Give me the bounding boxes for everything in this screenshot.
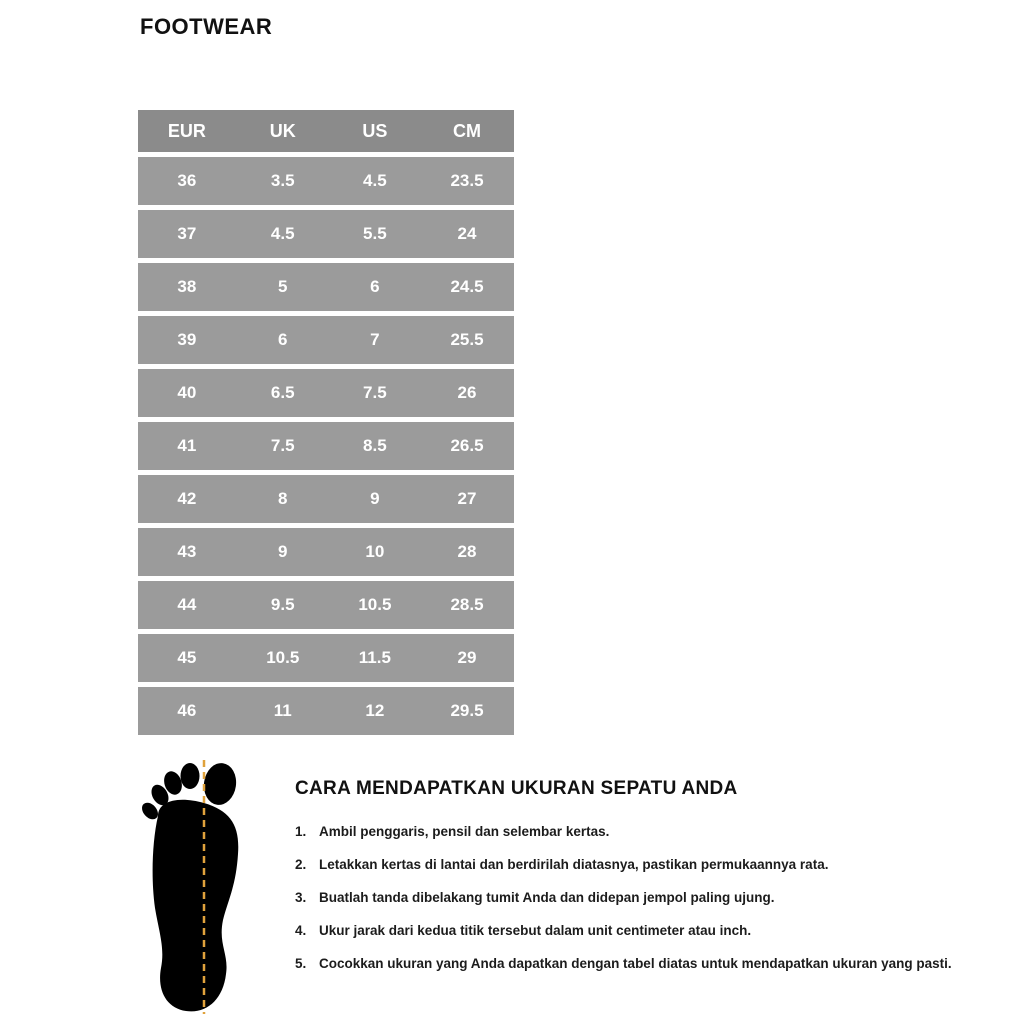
column-header: UK <box>269 120 296 141</box>
table-row <box>138 528 514 576</box>
table-cell: 25.5 <box>450 330 484 349</box>
table-cell: 29 <box>457 648 477 667</box>
step-number: 1. <box>295 824 307 839</box>
step-text: Cocokkan ukuran yang Anda dapatkan dengan tabel diatas untuk mendapatkan ukuran yang pasti. <box>319 956 952 971</box>
guide-steps <box>295 822 955 973</box>
size-table-body <box>138 157 514 735</box>
table-cell: 9.5 <box>270 595 295 614</box>
foot-figure <box>136 758 264 1016</box>
table-cell: 23.5 <box>450 171 484 190</box>
table-cell: 27 <box>457 489 477 508</box>
table-cell: 24.5 <box>450 277 484 296</box>
table-cell: 9 <box>370 489 380 508</box>
table-cell: 12 <box>365 701 385 720</box>
table-cell: 26.5 <box>450 436 484 455</box>
table-row <box>138 581 514 629</box>
table-cell: 9 <box>278 542 288 561</box>
table-row <box>138 687 514 735</box>
page-title: FOOTWEAR <box>140 14 273 39</box>
step-text: Letakkan kertas di lantai dan berdirilah diatasnya, pastikan permukaannya rata. <box>319 857 829 872</box>
step-number: 4. <box>295 923 307 938</box>
table-cell: 5 <box>278 277 288 296</box>
table-cell: 10.5 <box>266 648 300 667</box>
table-cell: 24 <box>457 224 477 243</box>
table-row <box>138 475 514 523</box>
guide-step <box>295 921 955 940</box>
table-cell: 44 <box>177 595 197 614</box>
step-text: Ambil penggaris, pensil dan selembar kertas. <box>319 824 610 839</box>
table-cell: 28 <box>457 542 477 561</box>
step-number: 3. <box>295 890 307 905</box>
table-row <box>138 157 514 205</box>
table-row <box>138 634 514 682</box>
table-cell: 6 <box>278 330 288 349</box>
table-cell: 26 <box>457 383 477 402</box>
table-cell: 36 <box>177 171 197 190</box>
guide-step <box>295 954 955 973</box>
table-cell: 28.5 <box>450 595 484 614</box>
table-cell: 3.5 <box>270 171 295 190</box>
table-cell: 6 <box>370 277 380 296</box>
table-cell: 41 <box>177 436 197 455</box>
step-number: 5. <box>295 956 307 971</box>
table-row <box>138 369 514 417</box>
table-cell: 42 <box>177 489 197 508</box>
table-cell: 29.5 <box>450 701 484 720</box>
size-guide <box>295 778 955 987</box>
guide-heading: CARA MENDAPATKAN UKURAN SEPATU ANDA <box>295 778 738 799</box>
table-cell: 4.5 <box>270 224 295 243</box>
guide-step <box>295 822 955 841</box>
step-number: 2. <box>295 857 307 872</box>
table-row <box>138 210 514 258</box>
table-cell: 5.5 <box>363 224 387 243</box>
size-table <box>138 110 514 740</box>
table-cell: 37 <box>177 224 197 243</box>
table-row <box>138 316 514 364</box>
foot-silhouette-icon <box>136 758 264 1016</box>
table-cell: 46 <box>177 701 197 720</box>
table-cell: 45 <box>177 648 197 667</box>
step-text: Buatlah tanda dibelakang tumit Anda dan didepan jempol paling ujung. <box>319 890 775 905</box>
table-cell: 10 <box>365 542 385 561</box>
table-cell: 11 <box>273 701 292 720</box>
table-cell: 7.5 <box>270 436 295 455</box>
table-cell: 7 <box>370 330 380 349</box>
table-cell: 7.5 <box>363 383 387 402</box>
column-header: EUR <box>167 120 206 141</box>
table-cell: 6.5 <box>270 383 295 402</box>
table-cell: 8.5 <box>363 436 387 455</box>
column-header: US <box>362 120 388 141</box>
guide-step <box>295 855 955 874</box>
table-row <box>138 263 514 311</box>
size-table-header-row <box>138 110 514 152</box>
guide-step <box>295 888 955 907</box>
table-cell: 4.5 <box>363 171 387 190</box>
table-cell: 40 <box>177 383 197 402</box>
table-row <box>138 422 514 470</box>
step-text: Ukur jarak dari kedua titik tersebut dalam unit centimeter atau inch. <box>319 923 752 938</box>
table-cell: 10.5 <box>358 595 392 614</box>
table-cell: 8 <box>278 489 288 508</box>
table-cell: 39 <box>177 330 197 349</box>
table-cell: 11.5 <box>358 648 391 667</box>
table-cell: 38 <box>177 277 197 296</box>
table-cell: 43 <box>177 542 197 561</box>
column-header: CM <box>452 120 481 141</box>
